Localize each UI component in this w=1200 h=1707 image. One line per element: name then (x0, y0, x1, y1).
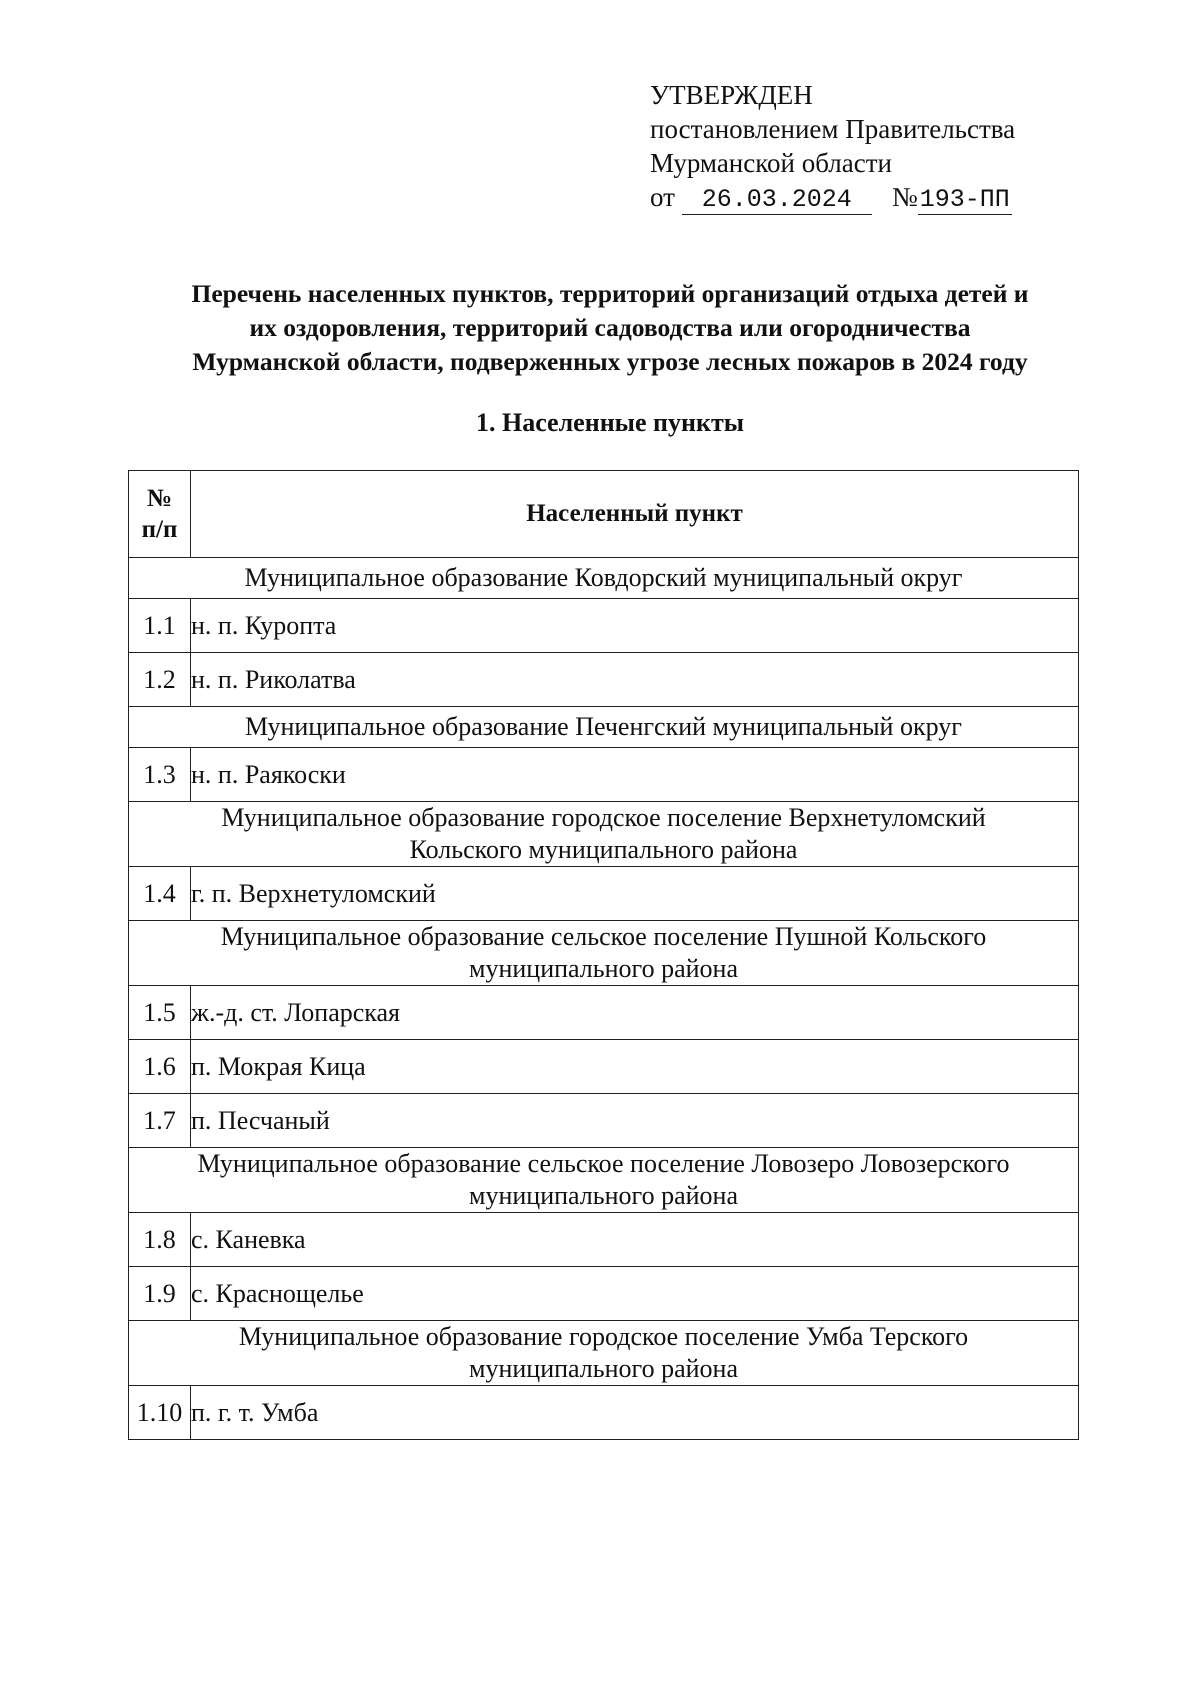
table-group-row (129, 921, 1079, 986)
document-title (130, 277, 1090, 379)
group-label (129, 921, 1079, 986)
header-number-cell (129, 471, 191, 558)
group-label-line-1: Муниципальное образование городское поселение Умба Терского (238, 1322, 969, 1351)
table-group-row (129, 1148, 1079, 1213)
document-title-line-1: Перечень населенных пунктов, территорий организаций отдыха детей и (191, 279, 1029, 308)
group-label-line-2: муниципального района (469, 1354, 738, 1383)
approval-line-2: постановлением Правительства (650, 114, 1016, 144)
row-number: 1.8 (129, 1213, 191, 1267)
row-settlement: п. Песчаный (191, 1094, 1079, 1148)
row-number: 1.6 (129, 1040, 191, 1094)
number-prefix: № (891, 182, 918, 212)
table-row (129, 599, 1079, 653)
row-settlement: н. п. Риколатва (191, 653, 1079, 707)
table-row (129, 1213, 1079, 1267)
row-number: 1.1 (129, 599, 191, 653)
group-label: Муниципальное образование Ковдорский муниципальный округ (129, 558, 1079, 599)
table-group-row (129, 707, 1079, 748)
table-row (129, 1386, 1079, 1440)
row-number: 1.3 (129, 748, 191, 802)
settlements-table (128, 470, 1079, 1440)
row-number: 1.5 (129, 986, 191, 1040)
group-label-line-1: Муниципальное образование городское поселение Верхнетуломский (221, 803, 986, 832)
row-number: 1.9 (129, 1267, 191, 1321)
table-row (129, 748, 1079, 802)
table-row (129, 1267, 1079, 1321)
approval-date: 26.03.2024 (682, 186, 872, 215)
row-number: 1.4 (129, 867, 191, 921)
table-header-row (129, 471, 1079, 558)
table-row (129, 986, 1079, 1040)
row-settlement: н. п. Куропта (191, 599, 1079, 653)
row-settlement: ж.-д. ст. Лопарская (191, 986, 1079, 1040)
row-settlement: г. п. Верхнетуломский (191, 867, 1079, 921)
table-row (129, 1040, 1079, 1094)
group-label: Муниципальное образование Печенгский муниципальный округ (129, 707, 1079, 748)
approval-stamp (650, 78, 1015, 215)
table-row (129, 653, 1079, 707)
row-settlement: с. Краснощелье (191, 1267, 1079, 1321)
row-settlement: с. Каневка (191, 1213, 1079, 1267)
approval-line-3: Мурманской области (650, 148, 892, 178)
group-label-line-1: Муниципальное образование сельское поселение Ловозеро Ловозерского (197, 1149, 1010, 1178)
row-settlement: п. Мокрая Кица (191, 1040, 1079, 1094)
group-label-line-2: муниципального района (469, 954, 738, 983)
approval-number: 193-ПП (919, 185, 1010, 214)
group-label (129, 1321, 1079, 1386)
table-group-row (129, 558, 1079, 599)
group-label-line-2: муниципального района (469, 1181, 738, 1210)
header-number-line-2: п/п (141, 516, 178, 543)
table-row (129, 1094, 1079, 1148)
section-title: 1. Населенные пункты (475, 408, 745, 437)
date-prefix: от (650, 182, 675, 212)
approval-date-line (650, 180, 1015, 215)
row-settlement: н. п. Раякоски (191, 748, 1079, 802)
group-label (129, 802, 1079, 867)
header-name-cell: Населенный пункт (191, 471, 1079, 558)
group-label (129, 1148, 1079, 1213)
group-label-line-1: Муниципальное образование сельское поселение Пушной Кольского (220, 922, 987, 951)
row-number: 1.10 (129, 1386, 191, 1440)
approval-heading: УТВЕРЖДЕН (650, 80, 813, 110)
table-row (129, 867, 1079, 921)
table-group-row (129, 1321, 1079, 1386)
group-label-line-2: Кольского муниципального района (409, 835, 798, 864)
row-settlement: п. г. т. Умба (191, 1386, 1079, 1440)
document-title-line-2: их оздоровления, территорий садоводства или огородничества (249, 313, 971, 342)
row-number: 1.7 (129, 1094, 191, 1148)
row-number: 1.2 (129, 653, 191, 707)
header-number-line-1: № (146, 485, 173, 512)
table-group-row (129, 802, 1079, 867)
document-title-line-3: Мурманской области, подверженных угрозе лесных пожаров в 2024 году (192, 347, 1028, 376)
